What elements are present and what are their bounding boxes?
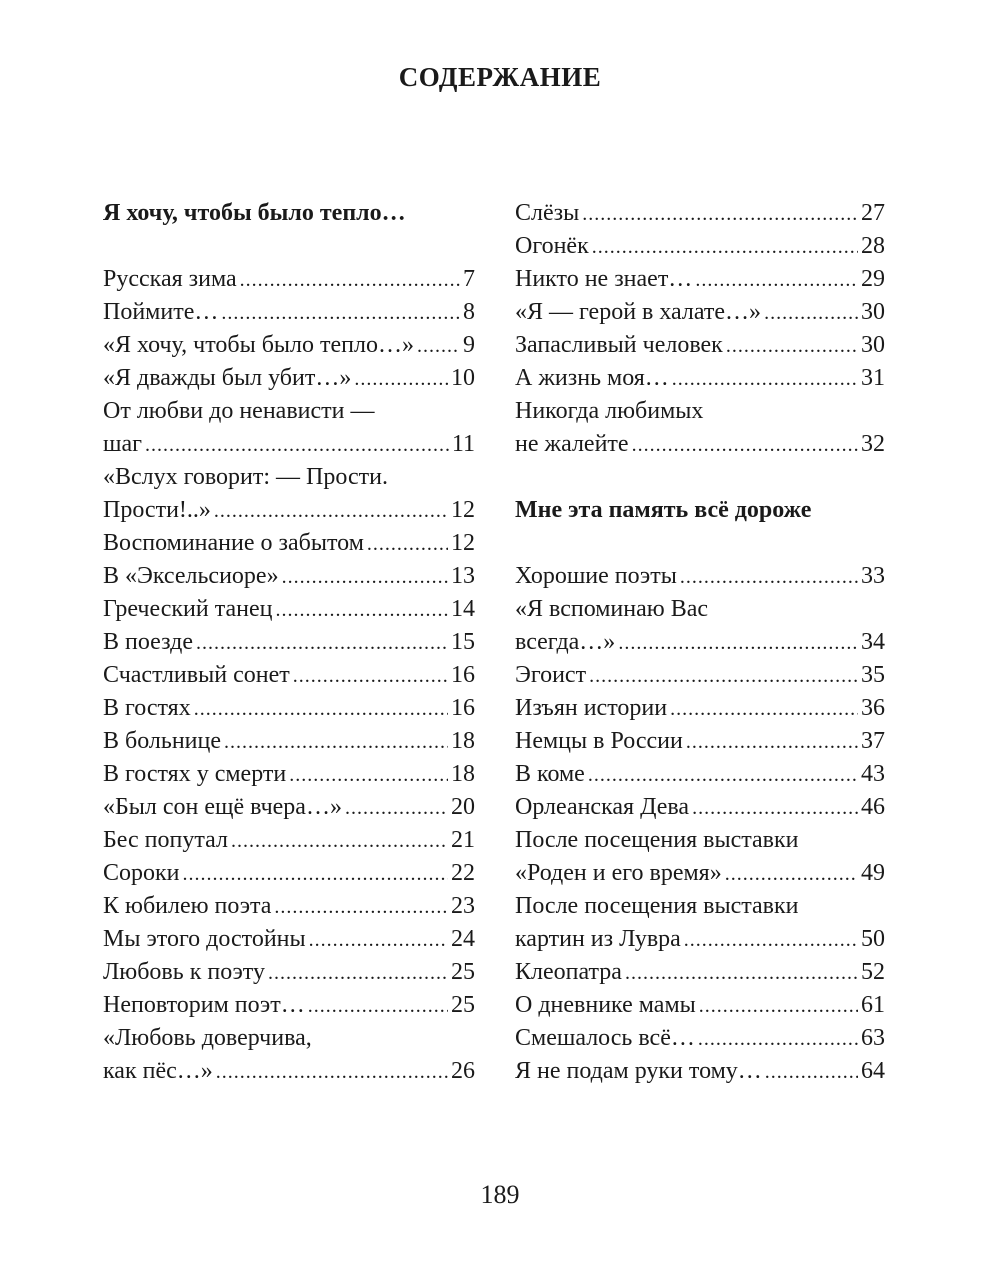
dot-leader — [216, 1055, 448, 1088]
dot-leader — [221, 296, 460, 329]
toc-entry — [515, 989, 885, 1022]
toc-entry-title: не жалейте — [515, 431, 629, 457]
dot-leader — [725, 857, 858, 890]
toc-entry-page: 50 — [861, 926, 885, 952]
toc-entry — [515, 692, 885, 725]
dot-leader — [589, 659, 858, 692]
toc-entry — [103, 824, 475, 857]
dot-leader — [699, 989, 858, 1022]
toc-entry-title-line: «Любовь доверчива, — [103, 1025, 312, 1051]
toc-entry-title: Немцы в России — [515, 728, 683, 754]
toc-entry-page: 28 — [861, 233, 885, 259]
dot-leader — [695, 263, 858, 296]
dot-leader — [196, 626, 448, 659]
toc-entry — [515, 791, 885, 824]
toc-entry — [103, 989, 475, 1022]
toc-entry — [515, 758, 885, 791]
toc-entry — [103, 329, 475, 362]
toc-entry-title-line: От любви до ненависти — — [103, 398, 375, 424]
toc-entry-title: Эгоист — [515, 662, 587, 688]
dot-leader — [672, 362, 858, 395]
dot-leader — [680, 560, 858, 593]
toc-entry-title: В поезде — [103, 629, 193, 655]
dot-leader — [692, 791, 858, 824]
toc-entry-title: «Я дважды был убит…» — [103, 365, 352, 391]
dot-leader — [684, 923, 858, 956]
toc-entry-title: Сороки — [103, 860, 180, 886]
toc-entry-title: Никто не знает… — [515, 266, 693, 292]
dot-leader — [224, 725, 448, 758]
dot-leader — [582, 197, 858, 230]
section-title: Я хочу, чтобы было тепло… — [103, 200, 406, 226]
dot-leader — [698, 1022, 858, 1055]
toc-entry — [515, 593, 885, 659]
toc-entry-title-line: После посещения выставки — [515, 893, 799, 919]
toc-entry-page: 12 — [451, 530, 475, 556]
toc-entry-title: «Был сон ещё вчера…» — [103, 794, 342, 820]
dot-leader — [592, 230, 858, 263]
toc-entry-page: 43 — [861, 761, 885, 787]
toc-entry-page: 14 — [451, 596, 475, 622]
toc-entry-title: «Я — герой в халате…» — [515, 299, 762, 325]
dot-leader — [309, 923, 448, 956]
toc-entry-page: 21 — [451, 827, 475, 853]
dot-leader — [765, 1055, 858, 1088]
toc-entry-title: Запасливый человек — [515, 332, 723, 358]
toc-entry-title: Греческий танец — [103, 596, 273, 622]
toc-right-column — [515, 197, 885, 1088]
toc-entry-page: 32 — [861, 431, 885, 457]
toc-entry-page: 25 — [451, 959, 475, 985]
toc-entry — [103, 626, 475, 659]
dot-leader — [282, 560, 448, 593]
toc-entry — [103, 461, 475, 527]
dot-leader — [632, 428, 858, 461]
toc-entry — [515, 395, 885, 461]
toc-entry-title: Счастливый сонет — [103, 662, 290, 688]
toc-entry — [103, 791, 475, 824]
toc-entry-page: 16 — [451, 662, 475, 688]
toc-entry-title: О дневнике мамы — [515, 992, 696, 1018]
dot-leader — [274, 890, 448, 923]
dot-leader — [240, 263, 460, 296]
toc-entry-page: 13 — [451, 563, 475, 589]
toc-entry — [515, 362, 885, 395]
toc-entry-page: 16 — [451, 695, 475, 721]
toc-entry-page: 24 — [451, 926, 475, 952]
dot-leader — [686, 725, 858, 758]
dot-leader — [276, 593, 448, 626]
toc-entry-page: 9 — [463, 332, 475, 358]
dot-leader — [194, 692, 448, 725]
toc-entry-title: Клеопатра — [515, 959, 622, 985]
toc-entry — [515, 560, 885, 593]
toc-entry-page: 30 — [861, 299, 885, 325]
toc-entry-title: В больнице — [103, 728, 222, 754]
dot-leader — [308, 989, 448, 1022]
toc-entry-page: 31 — [861, 365, 885, 391]
toc-entry — [515, 197, 885, 230]
dot-leader — [417, 329, 460, 362]
toc-entry-title: картин из Лувра — [515, 926, 681, 952]
toc-entry — [515, 725, 885, 758]
dot-leader — [367, 527, 448, 560]
toc-entry — [103, 923, 475, 956]
toc-entry-page: 29 — [861, 266, 885, 292]
toc-entry-page: 46 — [861, 794, 885, 820]
toc-entry — [103, 692, 475, 725]
toc-entry-page: 36 — [861, 695, 885, 721]
toc-entry — [515, 296, 885, 329]
toc-entry-page: 63 — [861, 1025, 885, 1051]
toc-entry-title-line: После посещения выставки — [515, 827, 799, 853]
toc-entry-title: Огонёк — [515, 233, 589, 259]
toc-entry-page: 22 — [451, 860, 475, 886]
toc-entry-title: В гостях у смерти — [103, 761, 287, 787]
toc-entry — [103, 890, 475, 923]
dot-leader — [289, 758, 448, 791]
toc-entry-title: Орлеанская Дева — [515, 794, 690, 820]
toc-entry-title: Изъян истории — [515, 695, 668, 721]
dot-leader — [764, 296, 858, 329]
dot-leader — [618, 626, 858, 659]
dot-leader — [145, 428, 449, 461]
toc-entry-page: 20 — [451, 794, 475, 820]
toc-entry-title: Хорошие поэты — [515, 563, 677, 589]
toc-entry — [103, 758, 475, 791]
toc-entry-page: 37 — [861, 728, 885, 754]
toc-entry — [103, 395, 475, 461]
dot-leader — [293, 659, 448, 692]
page-title: СОДЕРЖАНИЕ — [398, 62, 602, 92]
toc-entry — [515, 329, 885, 362]
toc-entry — [103, 362, 475, 395]
toc-entry-title: Смешалось всё… — [515, 1025, 695, 1051]
toc-entry-title: как пёс…» — [103, 1058, 213, 1084]
toc-entry-page: 15 — [451, 629, 475, 655]
toc-entry-title: Любовь к поэту — [103, 959, 265, 985]
toc-entry-page: 8 — [463, 299, 475, 325]
dot-leader — [214, 494, 448, 527]
toc-entry — [103, 1022, 475, 1088]
toc-entry-title: шаг — [103, 431, 142, 457]
toc-entry-page: 64 — [861, 1058, 885, 1084]
section-title: Мне эта память всё дороже — [515, 497, 812, 523]
toc-entry-page: 26 — [451, 1058, 475, 1084]
toc-entry — [103, 659, 475, 692]
dot-leader — [345, 791, 448, 824]
toc-entry-title: Поймите… — [103, 299, 219, 325]
toc-entry-title-line: Никогда любимых — [515, 398, 704, 424]
toc-list — [515, 560, 885, 1088]
toc-entry-title: Я не подам руки тому… — [515, 1058, 762, 1084]
toc-list — [103, 263, 475, 1088]
toc-entry-page: 30 — [861, 332, 885, 358]
toc-entry — [515, 824, 885, 890]
toc-entry-page: 49 — [861, 860, 885, 886]
toc-entry-page: 12 — [451, 497, 475, 523]
toc-entry-page: 10 — [451, 365, 475, 391]
toc-entry — [515, 890, 885, 956]
toc-entry-page: 33 — [861, 563, 885, 589]
toc-entry-page: 25 — [451, 992, 475, 1018]
toc-entry-title: «Я хочу, чтобы было тепло…» — [103, 332, 414, 358]
toc-entry-title-line: «Я вспоминаю Вас — [515, 596, 709, 622]
toc-entry-page: 27 — [861, 200, 885, 226]
toc-entry-page: 34 — [861, 629, 885, 655]
toc-entry-title: «Роден и его время» — [515, 860, 722, 886]
toc-left-column — [103, 197, 475, 1088]
toc-entry — [515, 1055, 885, 1088]
dot-leader — [588, 758, 858, 791]
toc-entry-title: Бес попутал — [103, 827, 228, 853]
toc-entry-title: Русская зима — [103, 266, 237, 292]
toc-entry — [103, 593, 475, 626]
toc-entry — [515, 230, 885, 263]
toc-entry — [103, 956, 475, 989]
toc-entry — [103, 560, 475, 593]
toc-entry-page: 7 — [463, 266, 475, 292]
dot-leader — [670, 692, 858, 725]
toc-entry-title: В гостях — [103, 695, 191, 721]
dot-leader — [354, 362, 448, 395]
toc-entry-title: Неповторим поэт… — [103, 992, 305, 1018]
toc-entry-page: 11 — [451, 431, 475, 457]
toc-entry — [515, 956, 885, 989]
toc-entry — [103, 263, 475, 296]
page-number: 189 — [480, 1180, 520, 1209]
dot-leader — [726, 329, 858, 362]
toc-entry — [515, 659, 885, 692]
toc-entry-title: Слёзы — [515, 200, 580, 226]
toc-list — [515, 197, 885, 461]
toc-entry — [103, 296, 475, 329]
toc-entry-page: 18 — [451, 728, 475, 754]
toc-entry-title: всегда…» — [515, 629, 616, 655]
dot-leader — [183, 857, 448, 890]
dot-leader — [231, 824, 448, 857]
toc-entry-title: Воспоминание о забытом — [103, 530, 364, 556]
toc-entry-title: А жизнь моя… — [515, 365, 669, 391]
toc-entry — [103, 857, 475, 890]
toc-entry-page: 61 — [861, 992, 885, 1018]
toc-entry-page: 23 — [451, 893, 475, 919]
toc-entry-title: Мы этого достойны — [103, 926, 306, 952]
toc-entry-page: 52 — [861, 959, 885, 985]
toc-entry — [515, 263, 885, 296]
toc-entry-title: К юбилею поэта — [103, 893, 272, 919]
toc-entry — [515, 1022, 885, 1055]
dot-leader — [268, 956, 448, 989]
toc-entry-title-line: «Вслух говорит: — Прости. — [103, 464, 388, 490]
dot-leader — [625, 956, 858, 989]
toc-entry-title: В коме — [515, 761, 585, 787]
toc-entry-title: Прости!..» — [103, 497, 211, 523]
toc-entry-title: В «Эксельсиоре» — [103, 563, 279, 589]
toc-entry-page: 35 — [861, 662, 885, 688]
toc-entry — [103, 725, 475, 758]
toc-entry — [103, 527, 475, 560]
toc-entry-page: 18 — [451, 761, 475, 787]
